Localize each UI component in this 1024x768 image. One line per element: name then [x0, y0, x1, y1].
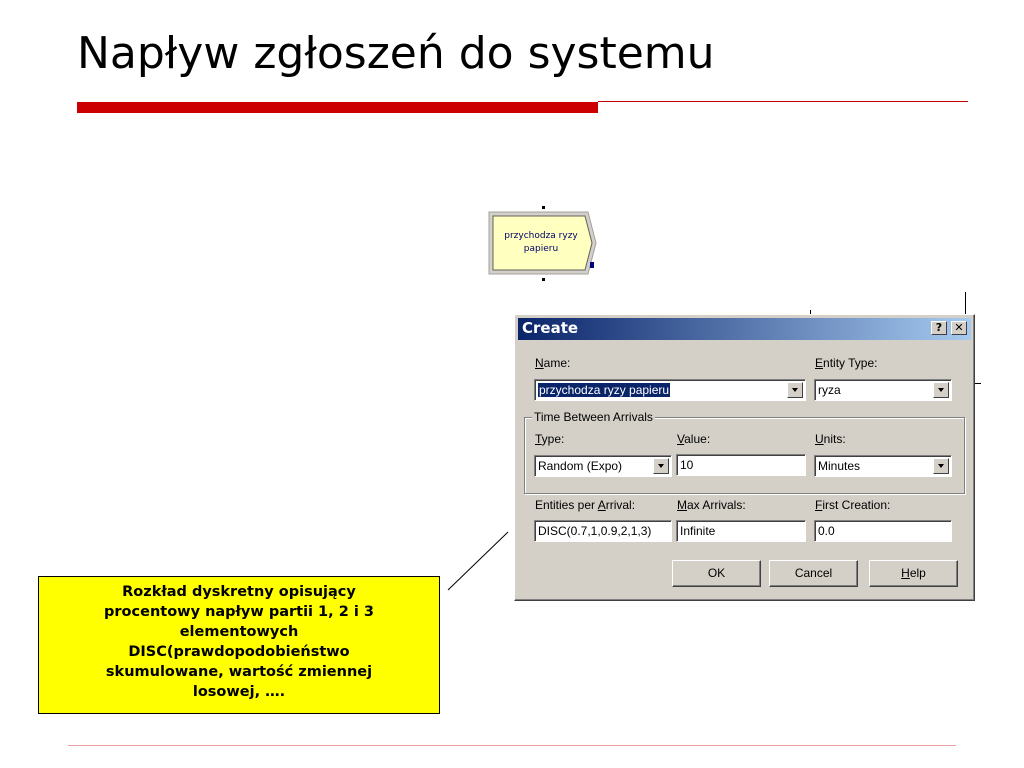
name-label-text: ame:	[543, 356, 571, 370]
type-select[interactable]	[534, 455, 672, 477]
first-creation-value: 0.0	[818, 524, 835, 538]
callout-line5: skumulowane, wartość zmiennej	[105, 664, 373, 680]
callout-line1: Rozkład dyskretny opisujący	[122, 584, 356, 600]
create-module-label	[493, 230, 589, 256]
group-label: Time Between Arrivals	[534, 410, 653, 424]
module-exit-point[interactable]	[590, 262, 594, 268]
module-exit-connector	[542, 278, 545, 281]
dialog-titlebar[interactable]	[518, 318, 971, 340]
close-icon[interactable]: ✕	[951, 321, 967, 335]
chevron-down-icon[interactable]	[933, 382, 949, 398]
create-dialog	[514, 314, 975, 601]
entity-type-label: Entity Type:	[815, 356, 878, 370]
module-label-line1: przychodza ryzy	[504, 231, 578, 241]
ok-button[interactable]: OK	[672, 560, 761, 587]
first-creation-input[interactable]	[814, 520, 952, 542]
units-label: Units:	[815, 432, 846, 446]
slide-title: Napływ zgłoszeń do systemu	[77, 28, 715, 79]
entity-type-value: ryza	[818, 383, 841, 397]
units-value: Minutes	[818, 459, 861, 473]
footer-rule	[68, 745, 956, 746]
value-label: Value:	[677, 432, 711, 446]
entities-per-arrival-input[interactable]	[534, 520, 672, 542]
callout-line2: procentowy napływ partii 1, 2 i 3	[104, 604, 374, 620]
canvas-fragment	[965, 292, 966, 314]
chevron-down-icon[interactable]	[787, 382, 803, 398]
entity-type-combobox[interactable]	[814, 379, 952, 401]
module-label-line2: papieru	[523, 244, 559, 254]
title-underline-accent	[77, 102, 598, 113]
callout-line6: losowej, ….	[192, 684, 286, 700]
name-combobox[interactable]	[534, 379, 806, 401]
type-label: Type:	[535, 432, 565, 446]
value-input[interactable]	[676, 454, 806, 476]
name-value: przychodza ryzy papieru	[539, 383, 670, 397]
first-creation-label: First Creation:	[815, 498, 891, 512]
max-arrivals-value: Infinite	[680, 524, 716, 538]
callout-line3: elementowych	[179, 624, 299, 640]
max-arrivals-input[interactable]	[676, 520, 806, 542]
value-value: 10	[680, 458, 694, 472]
type-value: Random (Expo)	[538, 459, 623, 473]
entities-per-arrival-label: Entities per Arrival:	[535, 498, 636, 512]
entities-per-arrival-value: DISC(0.7,1,0.9,2,1,3)	[538, 524, 652, 538]
title-underline-rule	[598, 101, 968, 102]
units-select[interactable]	[814, 455, 952, 477]
name-label: Name:	[535, 356, 571, 370]
cancel-button[interactable]: Cancel	[769, 560, 858, 587]
module-entry-connector	[542, 206, 545, 209]
help-button[interactable]: Help	[869, 560, 958, 587]
callout-line4: DISC(prawdopodobieństwo	[128, 644, 350, 660]
canvas-fragment	[975, 383, 981, 384]
dialog-title: Create	[522, 319, 579, 337]
max-arrivals-label: Max Arrivals:	[677, 498, 746, 512]
annotation-callout	[38, 576, 440, 714]
help-question-icon[interactable]: ?	[931, 321, 947, 335]
chevron-down-icon[interactable]	[933, 458, 949, 474]
chevron-down-icon[interactable]	[653, 458, 669, 474]
